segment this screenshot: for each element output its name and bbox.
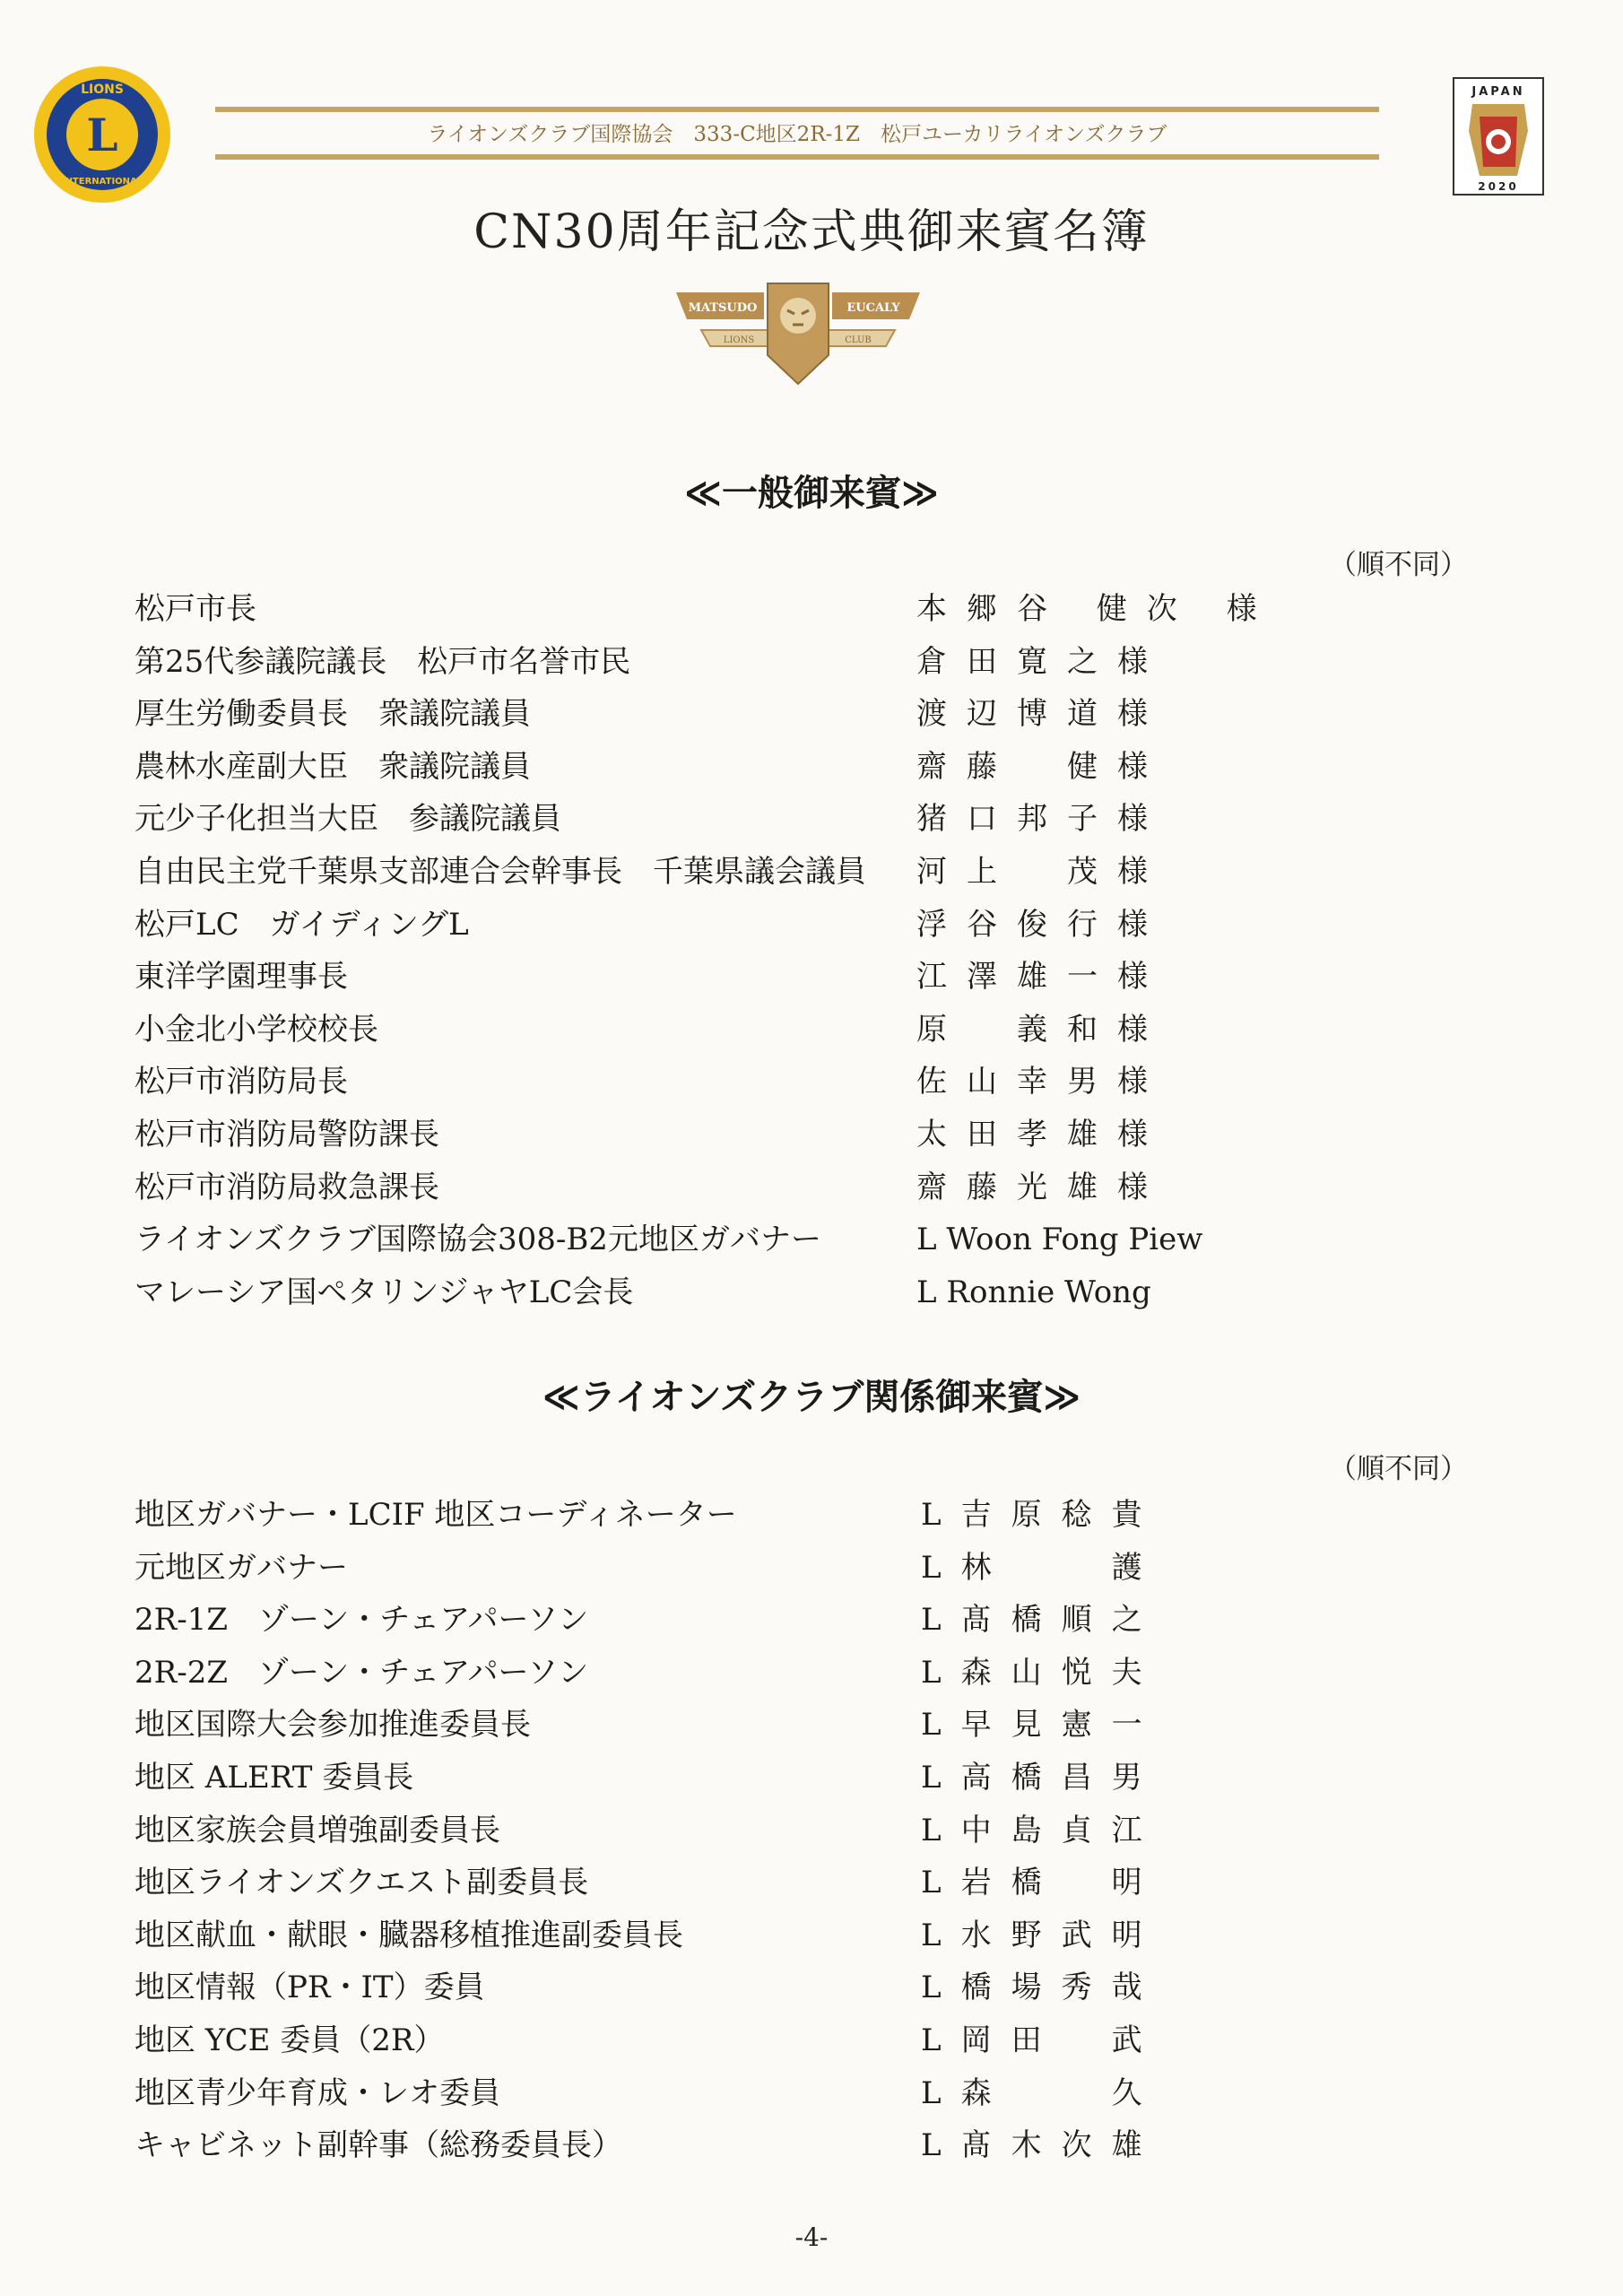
lions-logo-top-text: LIONS	[81, 83, 124, 97]
guest-title: 松戸市消防局警防課長	[135, 1116, 439, 1152]
guest-name: 猪口邦子様	[916, 801, 1167, 838]
guest-title: ライオンズクラブ国際協会308-B2元地区ガバナー	[135, 1222, 821, 1258]
guest-row	[135, 2014, 1246, 2067]
guest-name: 齋藤 健様	[916, 748, 1167, 785]
guest-title: 地区国際大会参加推進委員長	[135, 1707, 531, 1744]
guest-row	[135, 741, 1246, 794]
guest-row	[135, 1161, 1246, 1214]
guest-title: 地区 YCE 委員（2R）	[135, 2022, 445, 2058]
guest-title: 厚生労働委員長 衆議院議員	[135, 696, 531, 733]
guest-row	[135, 2067, 1246, 2120]
guest-name: 本郷谷 健次 様	[916, 591, 1277, 627]
guest-name: L髙木次雄	[921, 2127, 1162, 2164]
guest-row	[135, 1699, 1246, 1752]
guest-title: 元地区ガバナー	[135, 1549, 348, 1586]
lions-logo-letter: L	[86, 109, 118, 161]
crest-right-text: EUCALY	[846, 301, 900, 315]
guest-name: L林 護	[921, 1549, 1162, 1586]
header-band-bottom-line	[215, 154, 1379, 160]
guest-name: 原 義和様	[916, 1011, 1167, 1048]
guest-title: 松戸市消防局救急課長	[135, 1169, 439, 1205]
guest-name: 江澤雄一様	[916, 959, 1167, 996]
guest-list-lions	[135, 1489, 1246, 2172]
guest-title: 地区情報（PR・IT）委員	[135, 1970, 485, 2006]
guest-name: 佐山幸男様	[916, 1064, 1167, 1100]
guest-name: L橋場秀哉	[921, 1970, 1162, 2006]
guest-name: 河上 茂様	[916, 853, 1167, 890]
guest-row	[135, 899, 1246, 952]
guest-title: 地区ガバナー・LCIF 地区コーディネーター	[135, 1497, 737, 1533]
club-crest	[674, 280, 922, 387]
guest-name: L Ronnie Wong	[916, 1274, 1151, 1310]
guest-title: 松戸市長	[135, 591, 256, 627]
guest-title: 地区青少年育成・レオ委員	[135, 2074, 500, 2111]
page-number: -4-	[794, 2222, 829, 2252]
guest-row	[135, 688, 1246, 741]
guest-title: 地区ライオンズクエスト副委員長	[135, 1865, 589, 1901]
guest-name: L中島貞江	[921, 1812, 1162, 1848]
guest-list-general	[135, 583, 1277, 1318]
guest-row	[135, 1542, 1246, 1595]
guest-name: L Woon Fong Piew	[916, 1222, 1203, 1258]
guest-row	[135, 636, 1246, 689]
lions-emblem-icon	[30, 63, 174, 206]
guest-title: 松戸市消防局長	[135, 1064, 348, 1100]
guest-name: L岩橋 明	[921, 1865, 1162, 1901]
guest-name: 倉田寛之様	[916, 643, 1167, 680]
crest-left-text: MATSUDO	[688, 301, 758, 315]
guest-title: 2R-1Z ゾーン・チェアパーソン	[135, 1602, 589, 1639]
guest-title: 松戸LC ガイディングL	[135, 906, 469, 943]
guest-name: L吉原稔貴	[921, 1497, 1162, 1533]
guest-title: 農林水産副大臣 衆議院議員	[135, 748, 531, 785]
guest-row	[135, 1647, 1246, 1700]
guest-row	[135, 1909, 1246, 1962]
crest-right-ribbon: CLUB	[845, 335, 872, 345]
order-note: （順不同）	[1329, 1453, 1468, 1485]
guest-name: 渡辺博道様	[916, 696, 1167, 733]
guest-name: L水野武明	[921, 1917, 1162, 1953]
page-title: CN30周年記念式典御来賓名簿	[473, 205, 1150, 259]
guest-title: 2R-2Z ゾーン・チェアパーソン	[135, 1654, 589, 1691]
guest-name: L森山悦夫	[921, 1654, 1162, 1691]
guest-title: 自由民主党千葉県支部連合会幹事長 千葉県議会議員	[135, 853, 866, 890]
guest-row	[135, 1857, 1246, 1909]
guest-row	[135, 1213, 1246, 1266]
guest-title: 地区家族会員増強副委員長	[135, 1812, 500, 1848]
guest-name: 齋藤光雄様	[916, 1169, 1167, 1205]
japan-badge	[1453, 77, 1544, 196]
section-heading-general-guests: ≪一般御来賓≫	[684, 473, 939, 514]
guest-row	[135, 1266, 1246, 1319]
guest-row	[135, 951, 1246, 1004]
guest-row	[135, 1961, 1246, 2014]
guest-name: L高橋昌男	[921, 1759, 1162, 1796]
guest-name: L早見憲一	[921, 1707, 1162, 1744]
japan-badge-top-text: JAPAN	[1471, 85, 1525, 99]
guest-name: 太田孝雄様	[916, 1116, 1167, 1152]
guest-row	[135, 1594, 1246, 1647]
guest-row	[135, 1752, 1246, 1805]
order-note: （順不同）	[1329, 549, 1468, 581]
guest-title: 小金北小学校校長	[135, 1011, 378, 1048]
header-band-text: ライオンズクラブ国際協会 333-C地区2R-1Z 松戸ユーカリライオンズクラブ	[427, 123, 1167, 146]
guest-title: 地区献血・献眼・臓器移植推進副委員長	[135, 1917, 683, 1953]
guest-row	[135, 1109, 1246, 1161]
guest-title: 地区 ALERT 委員長	[135, 1759, 414, 1796]
guest-row	[135, 793, 1246, 846]
guest-row	[135, 2119, 1246, 2172]
guest-title: マレーシア国ペタリンジャヤLC会長	[135, 1274, 634, 1310]
guest-name: 浮谷俊行様	[916, 906, 1167, 943]
lions-logo	[30, 63, 174, 206]
guest-name: L森 久	[921, 2074, 1162, 2111]
japan-badge-bottom-text: 2020	[1478, 180, 1519, 193]
guest-title: 元少子化担当大臣 参議院議員	[135, 801, 561, 838]
guest-row	[135, 1489, 1246, 1542]
crest-left-ribbon: LIONS	[723, 335, 755, 345]
lions-logo-bottom-text: INTERNATIONAL	[61, 177, 143, 187]
guest-row	[135, 1056, 1246, 1109]
guest-row	[135, 1004, 1246, 1057]
guest-name: L髙橋順之	[921, 1602, 1162, 1639]
club-crest-icon	[674, 280, 922, 387]
guest-title: キャビネット副幹事（総務委員長）	[135, 2127, 622, 2164]
guest-row	[135, 1805, 1246, 1857]
japan-badge-icon	[1453, 77, 1544, 196]
guest-name: L岡田 武	[921, 2022, 1162, 2058]
guest-title: 第25代参議院議長 松戸市名誉市民	[135, 643, 631, 680]
guest-row	[135, 846, 1246, 899]
guest-row	[135, 583, 1277, 636]
header-band-top-line	[215, 107, 1379, 112]
section-heading-lions-guests: ≪ライオンズクラブ関係御来賓≫	[542, 1377, 1081, 1418]
guest-title: 東洋学園理事長	[135, 959, 348, 996]
